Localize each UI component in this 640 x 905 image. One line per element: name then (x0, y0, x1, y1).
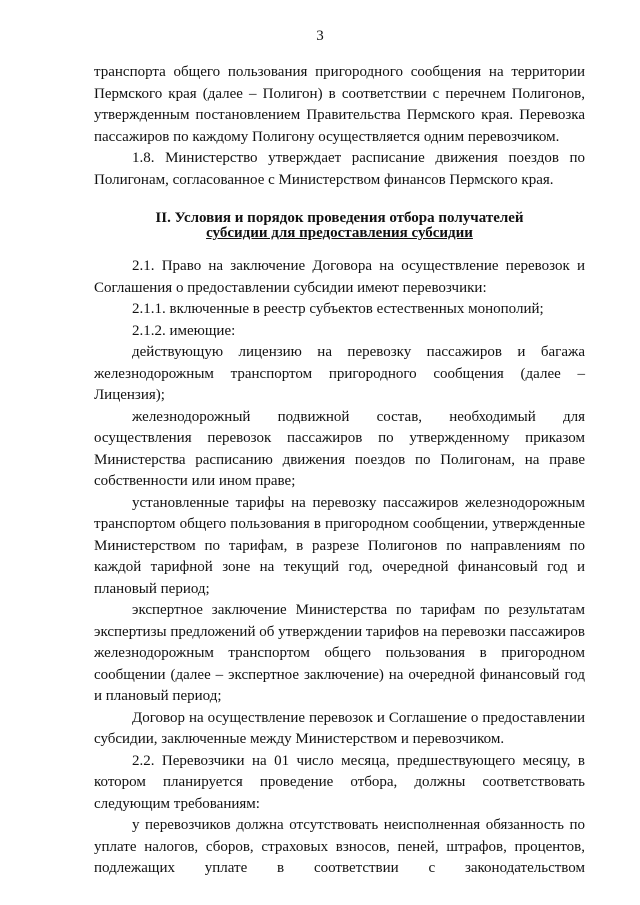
paragraph-expert-conclusion: экспертное заключение Министерства по тарифам по результатам экспертизы предложений об утверждении тарифов на перевозки пассажиров железнодорожным транспортом общего пользования в пригородном сообщении (далее – экспертное заключение) на очередной финансовый год и плановый период; (94, 602, 585, 704)
paragraph-contract: Договор на осуществление перевозок и Соглашение о предоставлении субсидии, заключенные между Министерством и перевозчиком. (94, 709, 585, 747)
paragraph-2-1-1: 2.1.1. включенные в реестр субъектов естественных монополий; (132, 301, 544, 317)
paragraph-rolling-stock: железнодорожный подвижной состав, необходимый для осуществления перевозок пассажиров по утвержденному приказом Министерства расписанию движения поездов по Полигонам, на праве собственности или ином праве; (94, 408, 585, 489)
paragraph-tariffs: установленные тарифы на перевозку пассажиров железнодорожным транспортом общего пользования в пригородном сообщении, утвержденные Министерством по тарифам, в разрезе Полигонов по направлениям по каждой тарифной зоне на текущий год, очередной финансовый год и плановый период; (94, 494, 585, 597)
paragraph-1-8: 1.8. Министерство утверждает расписание движения поездов по Полигонам, согласованное с Министерством финансов Пермского края. (94, 150, 585, 188)
paragraph-tax-obligations: у перевозчиков должна отсутствовать неисполненная обязанность по уплате налогов, сборов, страховых взносов, пеней, штрафов, процентов, подлежащих уплате в соответствии с законодательством (94, 817, 585, 876)
paragraph-2-2: 2.2. Перевозчики на 01 число месяца, предшествующего месяцу, в котором планируется проведение отбора, должны соответствовать следующим требованиям: (94, 752, 585, 812)
paragraph-polygon-continuation: транспорта общего пользования пригородного сообщения на территории Пермского края (далее – Полигон) в соответствии с перечнем Полигонов, утвержденным постановлением Правительства Пермского края. Перевозка пассажиров по каждому Полигону осуществляется одним перевозчиком. (94, 64, 585, 145)
section-heading-line1: II. Условия и порядок проведения отбора получателей (155, 210, 524, 226)
paragraph-2-1: 2.1. Право на заключение Договора на осуществление перевозок и Соглашения о предоставлении субсидии имеют перевозчики: (94, 258, 585, 296)
paragraph-2-1-2: 2.1.2. имеющие: (132, 322, 236, 339)
section-heading-line2: субсидии для предоставления субсидии (206, 225, 473, 241)
paragraph-license: действующую лицензию на перевозку пассажиров и багажа железнодорожным транспортом пригородного сообщения (далее – Лицензия); (94, 344, 585, 403)
section-heading (94, 211, 585, 241)
page-number: 3 (316, 28, 324, 44)
document-body (94, 62, 585, 880)
